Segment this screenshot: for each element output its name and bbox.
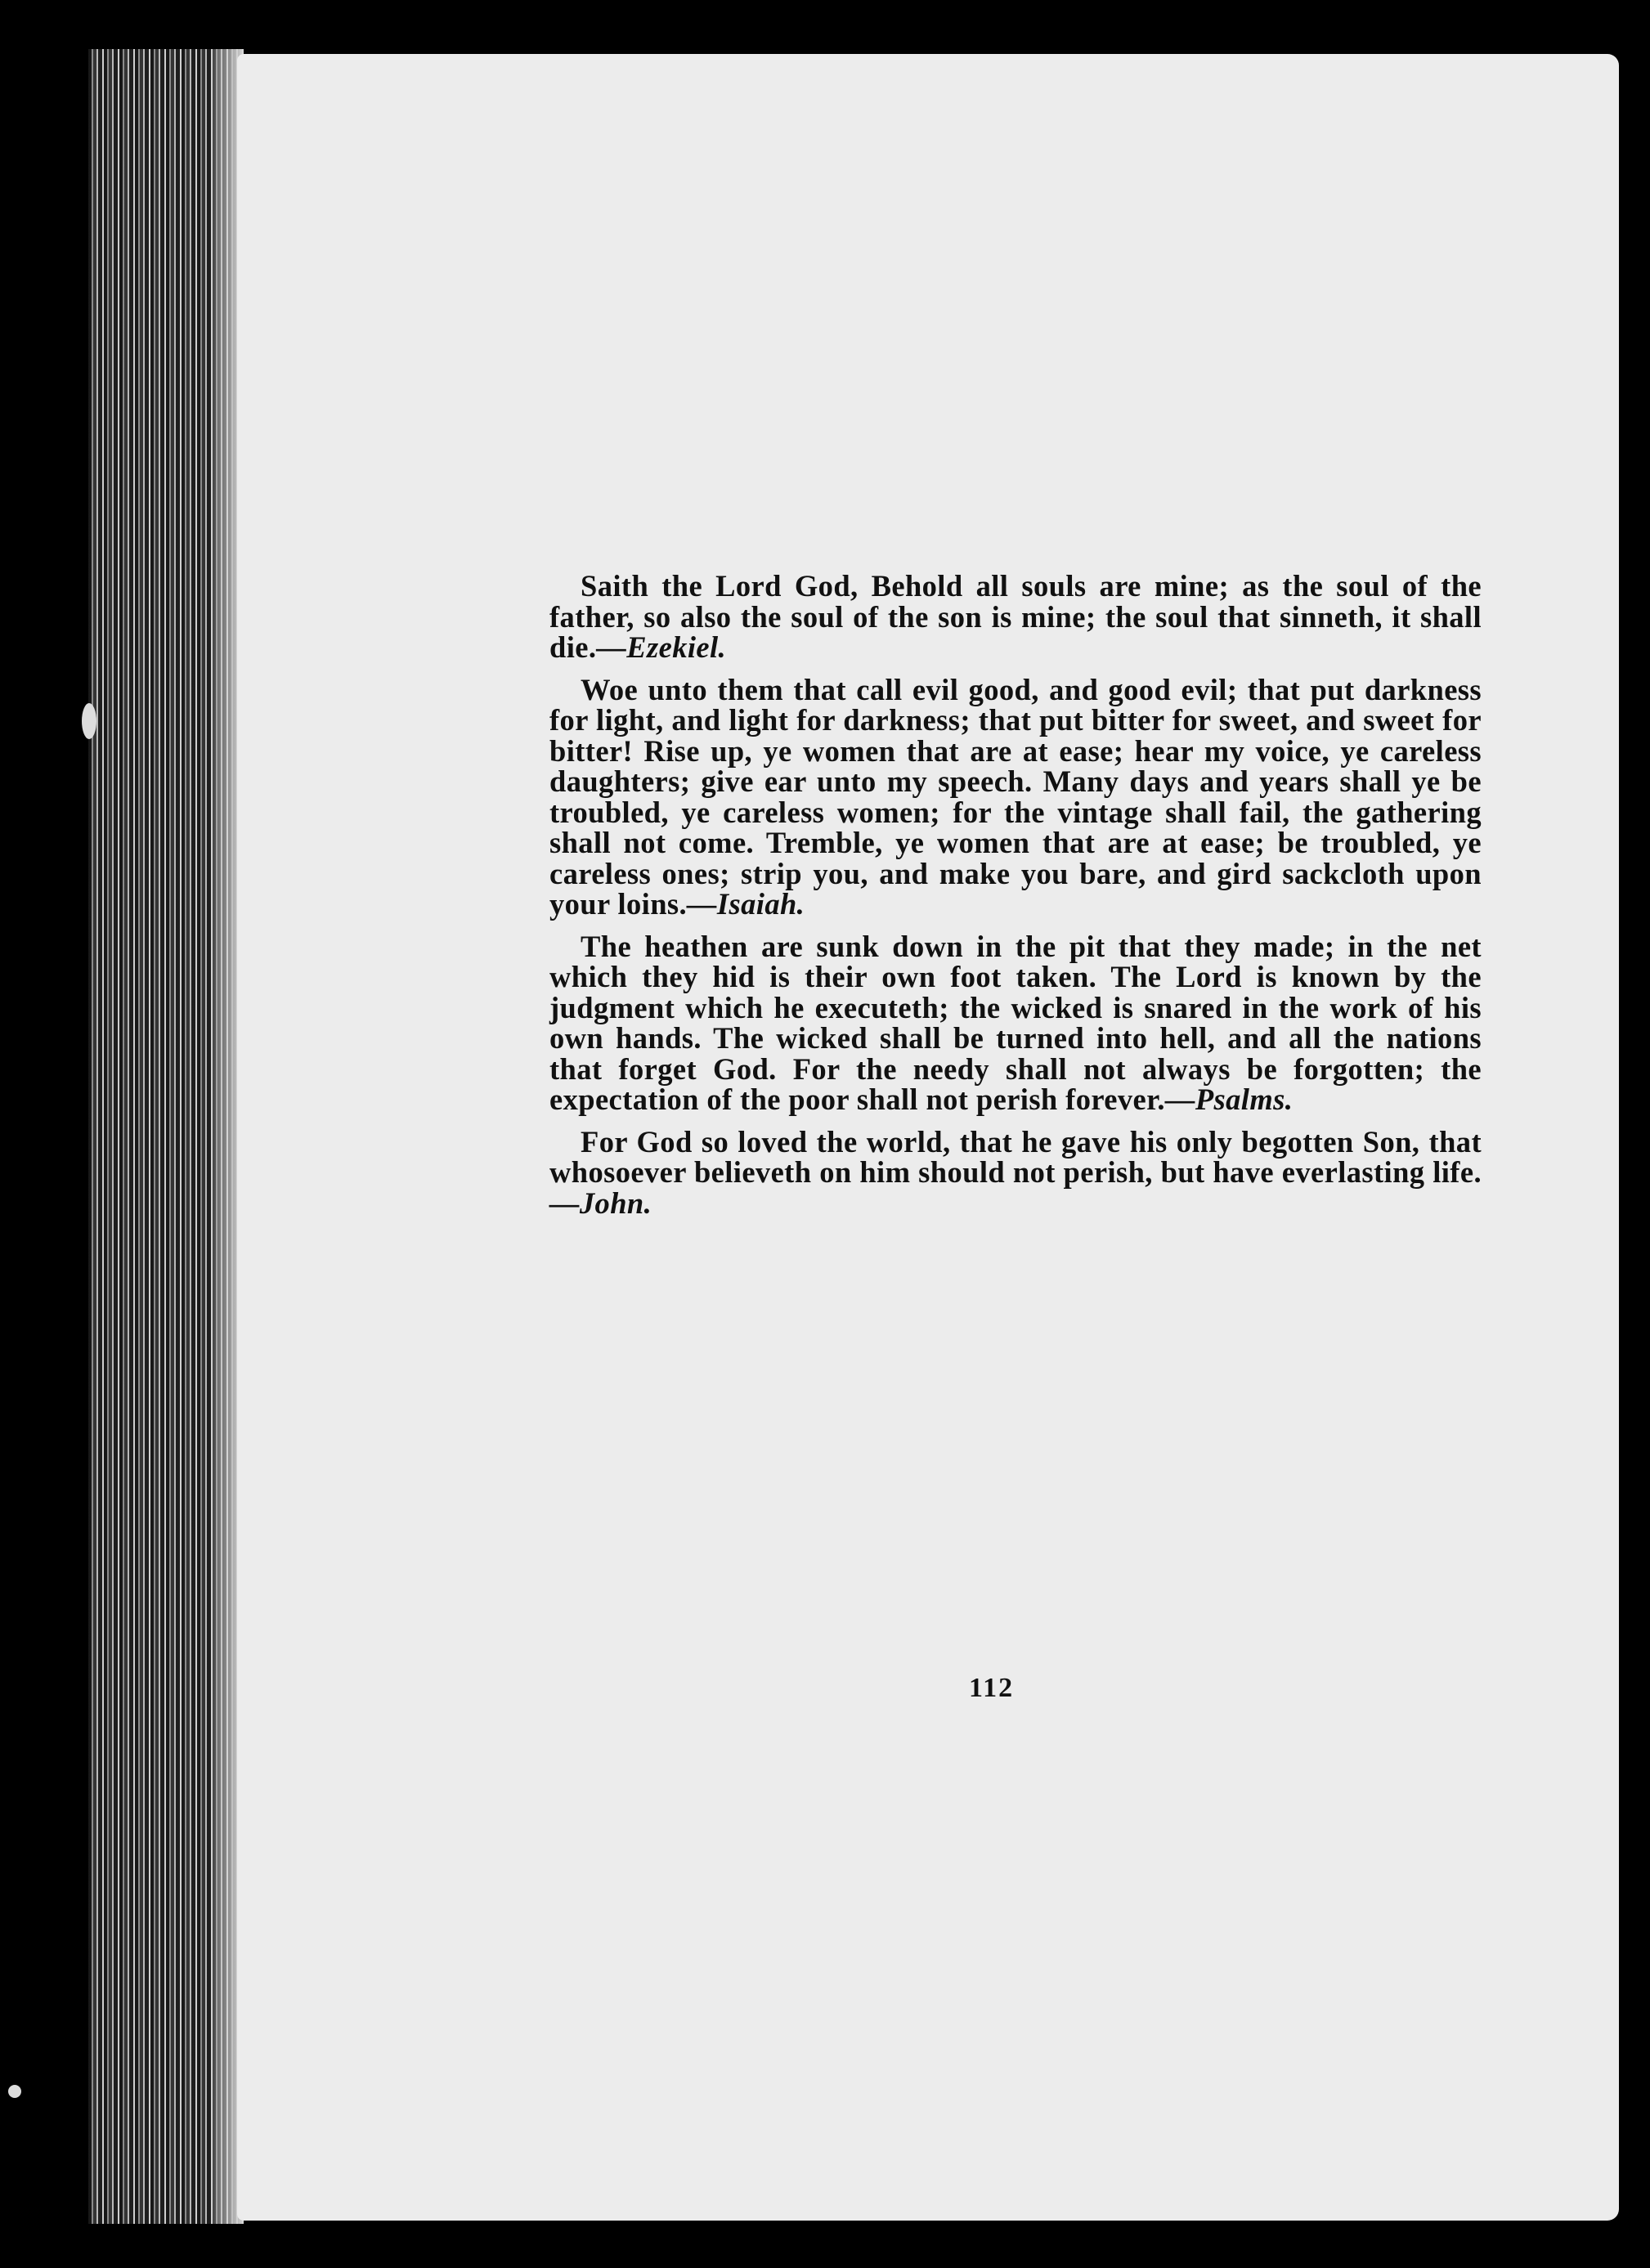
paragraph-isaiah bbox=[549, 672, 1482, 921]
paragraph-text: Saith the Lord God, Behold all souls are mine; as the soul of the father, so also the soul of the son is mine; the soul that sinneth, it shall die. bbox=[549, 569, 1482, 664]
scan-speck bbox=[82, 703, 96, 739]
book-page-edges bbox=[88, 49, 244, 2224]
scan-speck bbox=[8, 2085, 21, 2098]
paragraph-john bbox=[549, 1124, 1482, 1220]
paragraph-psalms bbox=[549, 931, 1482, 1115]
paragraph-text: Woe unto them that call evil good, and good evil; that put darkness for light, and light for darkness; that put bitter for sweet, and sweet for bitter! Rise up, ye women that are at ease; hear my voice, ye careless daughters; give ear unto my speech. Many days and years shall ye be troubled, ye careless women; for the vintage shall fail, the gathering shall not come. Tremble, ye women that are at ease; be troubled, ye careless ones; strip you, and make you bare, and gird sackcloth upon your loins. bbox=[549, 672, 1482, 921]
scripture-text-block bbox=[549, 571, 1482, 1230]
paragraph-ezekiel bbox=[549, 571, 1482, 663]
paragraph-text: For God so loved the world, that he gave his only begotten Son, that whosoever believeth on him should not perish, but have everlasting life. bbox=[549, 1124, 1482, 1189]
page-number: 112 bbox=[969, 1673, 1015, 1703]
paragraph-text: The heathen are sunk down in the pit that they made; in the net which they hid is their own foot taken. The Lord is known by the judgment which he executeth; the wicked is snared in the work of his own hands. The wicked shall be turned into hell, and all the nations that forget God. For the needy shall not always be forgotten; the expectation of the poor shall not perish forever. bbox=[549, 929, 1482, 1116]
paragraph-source: —Ezekiel. bbox=[596, 630, 727, 664]
paragraph-source: —Psalms. bbox=[1164, 1082, 1294, 1116]
paragraph-source: —John. bbox=[549, 1186, 652, 1220]
paragraph-source: —Isaiah. bbox=[687, 887, 805, 921]
